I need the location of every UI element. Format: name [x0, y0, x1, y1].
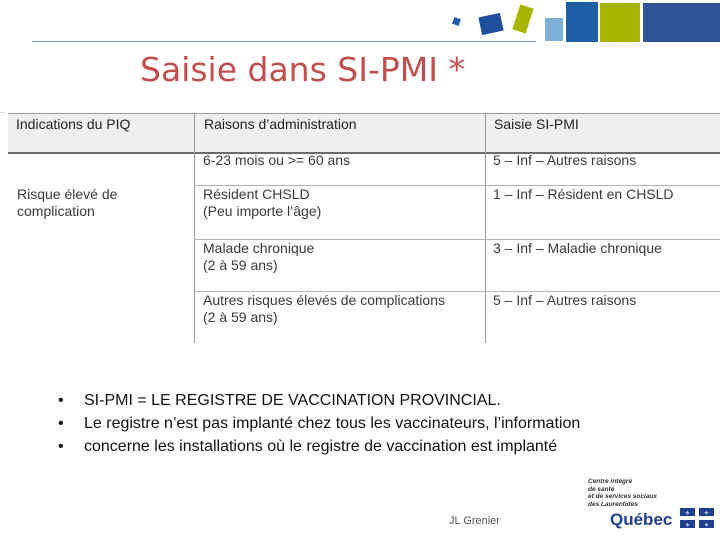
table-cell-raison: Résident CHSLD (Peu importe l’âge) [203, 186, 322, 219]
deco-square-blue [478, 13, 503, 35]
deco-square-small [452, 17, 461, 26]
column-divider [485, 113, 486, 343]
list-item [58, 389, 580, 412]
cisss-logo [584, 478, 716, 536]
table-cell-saisie: 1 – Inf – Résident en CHSLD [493, 186, 674, 202]
bullet-list [58, 389, 580, 458]
deco-strip-top [600, 0, 720, 3]
svg-text:⚜: ⚜ [703, 522, 710, 528]
header-indications: Indications du PIQ [16, 116, 131, 132]
logo-org-name: Centre intégré de santé et de services sociaux des Laurentides [588, 478, 658, 508]
group-label: Risque élevé de complication [17, 186, 118, 219]
list-item [58, 412, 580, 435]
table-cell-raison: Malade chronique (2 à 59 ans) [203, 240, 315, 273]
table-cell-saisie: 3 – Inf – Maladie chronique [493, 240, 662, 256]
table-cell-raison: 6-23 mois ou >= 60 ans [203, 152, 351, 168]
indications-table [8, 113, 720, 343]
bullet-icon: • [58, 392, 64, 409]
svg-text:⚜: ⚜ [703, 510, 710, 517]
svg-text:⚜: ⚜ [684, 522, 691, 528]
column-divider [194, 113, 195, 343]
margin-marker: ·· [0, 108, 6, 117]
bullet-text: Le registre n’est pas implanté chez tous les vaccinateurs, l’information [84, 415, 581, 432]
table-cell-raison: Autres risques élevés de complications (2 à 59 ans) [203, 292, 446, 325]
bullet-icon: • [58, 438, 64, 455]
deco-square-olive-large [600, 2, 640, 42]
author-footer: JL Grenier [449, 515, 500, 527]
slide-title: Saisie dans SI-PMI * [140, 50, 465, 89]
deco-square-blue-large [566, 2, 598, 42]
table-cell-saisie: 5 – Inf – Autres raisons [493, 152, 637, 168]
logo-wordmark: Québec [610, 510, 673, 529]
bullet-text: SI-PMI = LE REGISTRE DE VACCINATION PROVINCIAL. [84, 392, 501, 409]
bullet-icon: • [58, 415, 64, 432]
header-rule [32, 41, 536, 42]
list-item [58, 435, 580, 458]
table-cell-saisie: 5 – Inf – Autres raisons [493, 292, 637, 308]
deco-square-navy [643, 2, 720, 42]
deco-square-lightblue [545, 18, 563, 41]
deco-square-olive [512, 4, 533, 33]
fleur-de-lis-flag-icon [680, 508, 714, 528]
header-saisie: Saisie SI-PMI [494, 116, 579, 132]
header-raisons: Raisons d’administration [204, 116, 357, 132]
bullet-text: concerne les installations où le registre de vaccination est implanté [84, 438, 558, 455]
svg-text:⚜: ⚜ [684, 510, 691, 517]
